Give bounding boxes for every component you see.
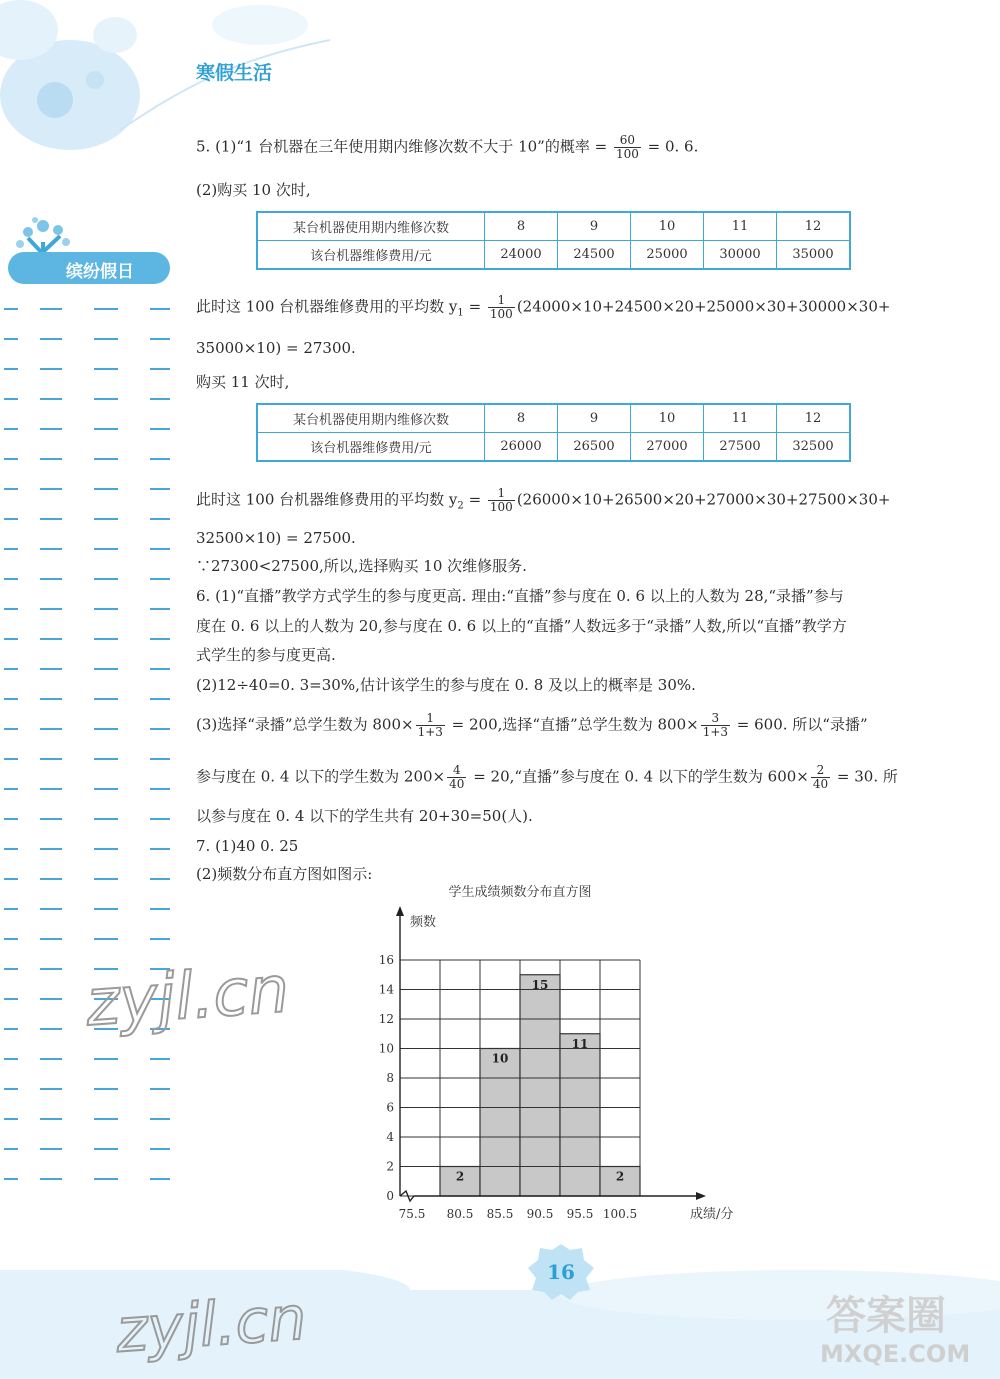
- q5-average-2: 此时这 100 台机器维修费用的平均数 $y_2$ = $\frac{1}{100}$ (26000×10+26500×20+27000×30+27500×30+: [196, 486, 891, 514]
- fraction: $\frac{1}{100}$: [489, 486, 513, 514]
- fraction: $\frac{2}{40}$: [812, 763, 829, 791]
- x-tick-label: 80.5: [446, 1207, 474, 1221]
- q5-part3: 购买 11 次时,: [196, 373, 290, 391]
- q7-line-2: (2)频数分布直方图如图示:: [196, 865, 373, 883]
- x-tick-label: 100.5: [602, 1207, 638, 1221]
- y-tick-label: 2: [386, 1159, 394, 1174]
- fraction: $\frac{1}{1+3}$: [417, 711, 443, 739]
- q6-line-2: 度在 0. 6 以上的人数为 20,参与度在 0. 6 以上的“直播”人数远多于“录播”人数,所以“直播”教学方: [196, 617, 847, 635]
- y-tick-label: 8: [386, 1071, 394, 1085]
- histogram-bar: [520, 975, 560, 1196]
- sidebar-title: 缤纷假日: [66, 262, 134, 282]
- y-tick-label: 10: [378, 1041, 394, 1056]
- q5-part1: 5. (1)“1 台机器在三年使用期内维修次数不大于 10”的概率 = $\frac{60}{100}$ = 0. 6.: [196, 133, 699, 161]
- y-tick-label: 12: [378, 1012, 394, 1026]
- table-header-cell: 某台机器使用期内维修次数: [257, 404, 485, 433]
- q6-line-6: 参与度在 0. 4 以下的学生数为 200× $\frac{4}{40}$ = 20,“直播”参与度在 0. 4 以下的学生数为 600× $\frac{2}{40}$ = 30. 所: [196, 763, 898, 791]
- fraction: $\frac{3}{1+3}$: [702, 711, 729, 739]
- histogram-bar: [480, 1049, 520, 1197]
- cost-table-10: [256, 211, 851, 270]
- table-header-cell: 某台机器使用期内维修次数: [257, 212, 485, 241]
- y-axis-arrow: [396, 906, 404, 916]
- y-tick-label: 14: [378, 982, 394, 997]
- table-row: 该台机器维修费用/元 26000 26500 27000 27500 32500: [257, 433, 850, 462]
- q5-conclusion: ∵27300<27500,所以,选择购买 10 次维修服务.: [196, 557, 527, 575]
- y-axis-label: 频数: [410, 915, 437, 930]
- q5-average-2-cont: 32500×10) = 27500.: [196, 529, 356, 547]
- header-title: 寒假生活: [196, 62, 273, 84]
- fraction: $\frac{4}{40}$: [449, 763, 465, 791]
- q6-line-1: 6. (1)“直播”教学方式学生的参与度更高. 理由:“直播”参与度在 0. 6 以上的人数为 28,“录播”参与: [196, 587, 844, 605]
- x-axis-arrow: [696, 1192, 706, 1200]
- data-label: 15: [531, 977, 549, 992]
- data-label: 2: [615, 1169, 625, 1184]
- chart-title: 学生成绩频数分布直方图: [448, 885, 592, 900]
- table-row: 该台机器维修费用/元 24000 24500 25000 30000 35000: [257, 241, 850, 270]
- page-number: 16: [547, 1260, 575, 1284]
- table-row: 某台机器使用期内维修次数 8 9 10 11 12: [257, 404, 850, 433]
- q6-line-5: (3)选择“录播”总学生数为 800× $\frac{1}{1+3}$ = 200,选择“直播”总学生数为 800× $\frac{3}{1+3}$ = 600. 所以“录播”: [196, 711, 868, 739]
- table-header-cell: 该台机器维修费用/元: [257, 241, 485, 270]
- x-axis-label: 成绩/分: [690, 1207, 734, 1222]
- x-tick-label: 90.5: [526, 1207, 554, 1221]
- y-tick-label: 6: [386, 1100, 394, 1115]
- x-tick-label: 95.5: [566, 1207, 594, 1221]
- data-label: 11: [571, 1036, 589, 1051]
- table-header-cell: 该台机器维修费用/元: [257, 433, 485, 462]
- watermark: zyjl.cn: [113, 1283, 309, 1367]
- q6-line-4: (2)12÷40=0. 3=30%,估计该学生的参与度在 0. 8 及以上的概率是 30%.: [196, 676, 696, 694]
- q5-part2: (2)购买 10 次时,: [196, 181, 311, 199]
- fraction: $\frac{60}{100}$: [615, 133, 639, 161]
- frequency-histogram: [360, 876, 780, 1232]
- q7-line-1: 7. (1)40 0. 25: [196, 837, 299, 855]
- fraction: $\frac{1}{100}$: [489, 293, 513, 321]
- data-label: 2: [455, 1169, 465, 1184]
- y-tick-label: 16: [378, 953, 394, 967]
- cost-table-11: [256, 403, 851, 462]
- q6-line-7: 以参与度在 0. 4 以下的学生共有 20+30=50(人).: [196, 807, 533, 825]
- y-tick-label: 0: [386, 1189, 394, 1203]
- q6-line-3: 式学生的参与度更高.: [196, 646, 336, 664]
- y-tick-label: 4: [386, 1130, 394, 1144]
- watermark: 答案圈: [826, 1293, 946, 1339]
- histogram-bar: [560, 1034, 600, 1196]
- q5-average-1-cont: 35000×10) = 27300.: [196, 339, 356, 357]
- table-row: 某台机器使用期内维修次数 8 9 10 11 12: [257, 212, 850, 241]
- q5-average-1: 此时这 100 台机器维修费用的平均数 $y_1$ = $\frac{1}{100}$ (24000×10+24500×20+25000×30+30000×30+: [196, 293, 891, 321]
- watermark: MXQE.COM: [820, 1340, 971, 1368]
- watermark: zyjl.cn: [83, 953, 292, 1041]
- x-tick-label: 85.5: [486, 1207, 514, 1221]
- data-label: 10: [491, 1051, 509, 1066]
- x-tick-label: 75.5: [398, 1207, 426, 1221]
